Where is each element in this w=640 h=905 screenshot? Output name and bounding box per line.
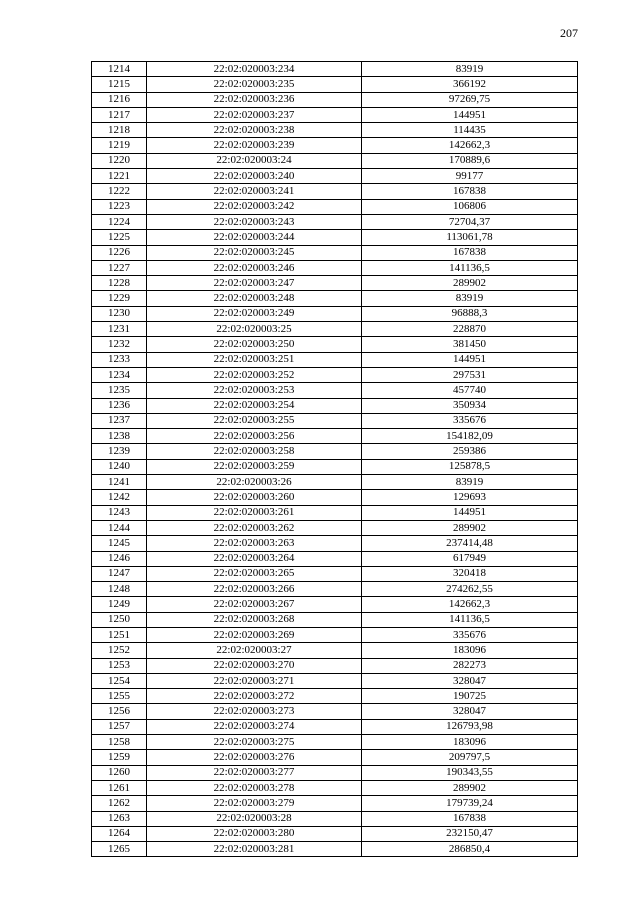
- table-row: [92, 138, 578, 153]
- table-row: [92, 597, 578, 612]
- cadastral-number-cell: 22:02:020003:263: [147, 536, 362, 551]
- table-row: [92, 673, 578, 688]
- table-row: [92, 582, 578, 597]
- cadastral-number-cell: 22:02:020003:273: [147, 704, 362, 719]
- cadastral-number-cell: 22:02:020003:270: [147, 658, 362, 673]
- value-cell: 141136,5: [362, 260, 578, 275]
- cadastral-number-cell: 22:02:020003:254: [147, 398, 362, 413]
- value-cell: 457740: [362, 383, 578, 398]
- row-number-cell: 1265: [92, 842, 147, 857]
- value-cell: 129693: [362, 490, 578, 505]
- row-number-cell: 1244: [92, 520, 147, 535]
- table-row: [92, 413, 578, 428]
- value-cell: 144951: [362, 505, 578, 520]
- value-cell: 97269,75: [362, 92, 578, 107]
- value-cell: 328047: [362, 673, 578, 688]
- cadastral-number-cell: 22:02:020003:246: [147, 260, 362, 275]
- table-row: [92, 77, 578, 92]
- value-cell: 183096: [362, 643, 578, 658]
- row-number-cell: 1264: [92, 826, 147, 841]
- row-number-cell: 1237: [92, 413, 147, 428]
- table-row: [92, 367, 578, 382]
- cadastral-number-cell: 22:02:020003:249: [147, 306, 362, 321]
- row-number-cell: 1240: [92, 459, 147, 474]
- value-cell: 381450: [362, 337, 578, 352]
- row-number-cell: 1229: [92, 291, 147, 306]
- table-row: [92, 199, 578, 214]
- value-cell: 366192: [362, 77, 578, 92]
- cadastral-number-cell: 22:02:020003:242: [147, 199, 362, 214]
- cadastral-number-cell: 22:02:020003:250: [147, 337, 362, 352]
- table-row: [92, 811, 578, 826]
- table-row: [92, 123, 578, 138]
- value-cell: 72704,37: [362, 214, 578, 229]
- row-number-cell: 1231: [92, 322, 147, 337]
- value-cell: 228870: [362, 322, 578, 337]
- page-number: 207: [560, 26, 578, 40]
- table-row: [92, 107, 578, 122]
- value-cell: 142662,3: [362, 138, 578, 153]
- row-number-cell: 1250: [92, 612, 147, 627]
- cadastral-number-cell: 22:02:020003:244: [147, 230, 362, 245]
- value-cell: 297531: [362, 367, 578, 382]
- cadastral-number-cell: 22:02:020003:265: [147, 566, 362, 581]
- row-number-cell: 1255: [92, 689, 147, 704]
- row-number-cell: 1219: [92, 138, 147, 153]
- row-number-cell: 1239: [92, 444, 147, 459]
- cadastral-number-cell: 22:02:020003:259: [147, 459, 362, 474]
- cadastral-number-cell: 22:02:020003:235: [147, 77, 362, 92]
- table-row: [92, 276, 578, 291]
- cadastral-number-cell: 22:02:020003:276: [147, 750, 362, 765]
- table-row: [92, 643, 578, 658]
- value-cell: 617949: [362, 551, 578, 566]
- row-number-cell: 1221: [92, 169, 147, 184]
- cadastral-number-cell: 22:02:020003:238: [147, 123, 362, 138]
- value-cell: 286850,4: [362, 842, 578, 857]
- cadastral-number-cell: 22:02:020003:261: [147, 505, 362, 520]
- value-cell: 289902: [362, 780, 578, 795]
- table-row: [92, 337, 578, 352]
- value-cell: 83919: [362, 291, 578, 306]
- value-cell: 83919: [362, 62, 578, 77]
- table-row: [92, 429, 578, 444]
- table-row: [92, 92, 578, 107]
- value-cell: 99177: [362, 169, 578, 184]
- value-cell: 154182,09: [362, 429, 578, 444]
- cadastral-number-cell: 22:02:020003:256: [147, 429, 362, 444]
- cadastral-number-cell: 22:02:020003:258: [147, 444, 362, 459]
- cadastral-number-cell: 22:02:020003:27: [147, 643, 362, 658]
- value-cell: 232150,47: [362, 826, 578, 841]
- table-row: [92, 750, 578, 765]
- cadastral-number-cell: 22:02:020003:281: [147, 842, 362, 857]
- table-row: [92, 658, 578, 673]
- cadastral-number-cell: 22:02:020003:243: [147, 214, 362, 229]
- value-cell: 282273: [362, 658, 578, 673]
- row-number-cell: 1254: [92, 673, 147, 688]
- value-cell: 167838: [362, 245, 578, 260]
- cadastral-number-cell: 22:02:020003:251: [147, 352, 362, 367]
- cadastral-number-cell: 22:02:020003:272: [147, 689, 362, 704]
- cadastral-number-cell: 22:02:020003:280: [147, 826, 362, 841]
- cadastral-number-cell: 22:02:020003:267: [147, 597, 362, 612]
- table-row: [92, 291, 578, 306]
- value-cell: 83919: [362, 475, 578, 490]
- table-body: [92, 62, 578, 857]
- table-row: [92, 230, 578, 245]
- value-cell: 350934: [362, 398, 578, 413]
- table-row: [92, 184, 578, 199]
- cadastral-number-cell: 22:02:020003:237: [147, 107, 362, 122]
- table-row: [92, 704, 578, 719]
- row-number-cell: 1259: [92, 750, 147, 765]
- row-number-cell: 1241: [92, 475, 147, 490]
- table-row: [92, 735, 578, 750]
- value-cell: 179739,24: [362, 796, 578, 811]
- table-row: [92, 459, 578, 474]
- row-number-cell: 1222: [92, 184, 147, 199]
- cadastral-value-table: [91, 61, 578, 857]
- cadastral-number-cell: 22:02:020003:247: [147, 276, 362, 291]
- cadastral-number-cell: 22:02:020003:274: [147, 719, 362, 734]
- cadastral-number-cell: 22:02:020003:279: [147, 796, 362, 811]
- table-row: [92, 322, 578, 337]
- row-number-cell: 1256: [92, 704, 147, 719]
- row-number-cell: 1261: [92, 780, 147, 795]
- table-row: [92, 475, 578, 490]
- table-row: [92, 612, 578, 627]
- cadastral-number-cell: 22:02:020003:248: [147, 291, 362, 306]
- table-row: [92, 765, 578, 780]
- value-cell: 167838: [362, 184, 578, 199]
- value-cell: 289902: [362, 276, 578, 291]
- cadastral-number-cell: 22:02:020003:28: [147, 811, 362, 826]
- row-number-cell: 1238: [92, 429, 147, 444]
- value-cell: 170889,6: [362, 153, 578, 168]
- table-row: [92, 719, 578, 734]
- row-number-cell: 1249: [92, 597, 147, 612]
- table-row: [92, 398, 578, 413]
- cadastral-number-cell: 22:02:020003:277: [147, 765, 362, 780]
- row-number-cell: 1235: [92, 383, 147, 398]
- table-row: [92, 566, 578, 581]
- cadastral-number-cell: 22:02:020003:25: [147, 322, 362, 337]
- cadastral-number-cell: 22:02:020003:241: [147, 184, 362, 199]
- cadastral-number-cell: 22:02:020003:262: [147, 520, 362, 535]
- row-number-cell: 1246: [92, 551, 147, 566]
- table-row: [92, 536, 578, 551]
- table-row: [92, 505, 578, 520]
- value-cell: 141136,5: [362, 612, 578, 627]
- row-number-cell: 1253: [92, 658, 147, 673]
- table-row: [92, 62, 578, 77]
- row-number-cell: 1263: [92, 811, 147, 826]
- value-cell: 126793,98: [362, 719, 578, 734]
- table-row: [92, 551, 578, 566]
- row-number-cell: 1218: [92, 123, 147, 138]
- table-row: [92, 780, 578, 795]
- cadastral-number-cell: 22:02:020003:240: [147, 169, 362, 184]
- cadastral-number-cell: 22:02:020003:269: [147, 627, 362, 642]
- value-cell: 190343,55: [362, 765, 578, 780]
- row-number-cell: 1225: [92, 230, 147, 245]
- row-number-cell: 1260: [92, 765, 147, 780]
- cadastral-number-cell: 22:02:020003:255: [147, 413, 362, 428]
- cadastral-number-cell: 22:02:020003:260: [147, 490, 362, 505]
- value-cell: 335676: [362, 413, 578, 428]
- value-cell: 209797,5: [362, 750, 578, 765]
- row-number-cell: 1252: [92, 643, 147, 658]
- row-number-cell: 1224: [92, 214, 147, 229]
- cadastral-number-cell: 22:02:020003:271: [147, 673, 362, 688]
- value-cell: 274262,55: [362, 582, 578, 597]
- row-number-cell: 1220: [92, 153, 147, 168]
- table-row: [92, 520, 578, 535]
- table-row: [92, 153, 578, 168]
- row-number-cell: 1258: [92, 735, 147, 750]
- table-row: [92, 169, 578, 184]
- value-cell: 113061,78: [362, 230, 578, 245]
- table-row: [92, 490, 578, 505]
- value-cell: 106806: [362, 199, 578, 214]
- table-row: [92, 444, 578, 459]
- row-number-cell: 1251: [92, 627, 147, 642]
- row-number-cell: 1217: [92, 107, 147, 122]
- row-number-cell: 1214: [92, 62, 147, 77]
- row-number-cell: 1228: [92, 276, 147, 291]
- row-number-cell: 1226: [92, 245, 147, 260]
- row-number-cell: 1247: [92, 566, 147, 581]
- row-number-cell: 1230: [92, 306, 147, 321]
- row-number-cell: 1216: [92, 92, 147, 107]
- value-cell: 167838: [362, 811, 578, 826]
- row-number-cell: 1262: [92, 796, 147, 811]
- row-number-cell: 1257: [92, 719, 147, 734]
- table-row: [92, 245, 578, 260]
- value-cell: 96888,3: [362, 306, 578, 321]
- cadastral-number-cell: 22:02:020003:236: [147, 92, 362, 107]
- value-cell: 142662,3: [362, 597, 578, 612]
- cadastral-number-cell: 22:02:020003:252: [147, 367, 362, 382]
- cadastral-number-cell: 22:02:020003:264: [147, 551, 362, 566]
- row-number-cell: 1245: [92, 536, 147, 551]
- value-cell: 259386: [362, 444, 578, 459]
- cadastral-number-cell: 22:02:020003:24: [147, 153, 362, 168]
- cadastral-number-cell: 22:02:020003:26: [147, 475, 362, 490]
- table-row: [92, 842, 578, 857]
- cadastral-number-cell: 22:02:020003:278: [147, 780, 362, 795]
- row-number-cell: 1248: [92, 582, 147, 597]
- cadastral-number-cell: 22:02:020003:266: [147, 582, 362, 597]
- value-cell: 125878,5: [362, 459, 578, 474]
- table-row: [92, 689, 578, 704]
- value-cell: 144951: [362, 352, 578, 367]
- row-number-cell: 1223: [92, 199, 147, 214]
- table-row: [92, 826, 578, 841]
- row-number-cell: 1243: [92, 505, 147, 520]
- table-row: [92, 352, 578, 367]
- cadastral-number-cell: 22:02:020003:275: [147, 735, 362, 750]
- cadastral-number-cell: 22:02:020003:268: [147, 612, 362, 627]
- row-number-cell: 1227: [92, 260, 147, 275]
- row-number-cell: 1234: [92, 367, 147, 382]
- row-number-cell: 1232: [92, 337, 147, 352]
- value-cell: 190725: [362, 689, 578, 704]
- value-cell: 335676: [362, 627, 578, 642]
- value-cell: 144951: [362, 107, 578, 122]
- value-cell: 183096: [362, 735, 578, 750]
- table-row: [92, 260, 578, 275]
- row-number-cell: 1215: [92, 77, 147, 92]
- row-number-cell: 1236: [92, 398, 147, 413]
- table-row: [92, 306, 578, 321]
- cadastral-number-cell: 22:02:020003:253: [147, 383, 362, 398]
- value-cell: 320418: [362, 566, 578, 581]
- value-cell: 114435: [362, 123, 578, 138]
- row-number-cell: 1242: [92, 490, 147, 505]
- row-number-cell: 1233: [92, 352, 147, 367]
- table-row: [92, 383, 578, 398]
- value-cell: 328047: [362, 704, 578, 719]
- table-row: [92, 214, 578, 229]
- value-cell: 289902: [362, 520, 578, 535]
- cadastral-number-cell: 22:02:020003:245: [147, 245, 362, 260]
- value-cell: 237414,48: [362, 536, 578, 551]
- cadastral-number-cell: 22:02:020003:234: [147, 62, 362, 77]
- table-row: [92, 796, 578, 811]
- cadastral-number-cell: 22:02:020003:239: [147, 138, 362, 153]
- table-row: [92, 627, 578, 642]
